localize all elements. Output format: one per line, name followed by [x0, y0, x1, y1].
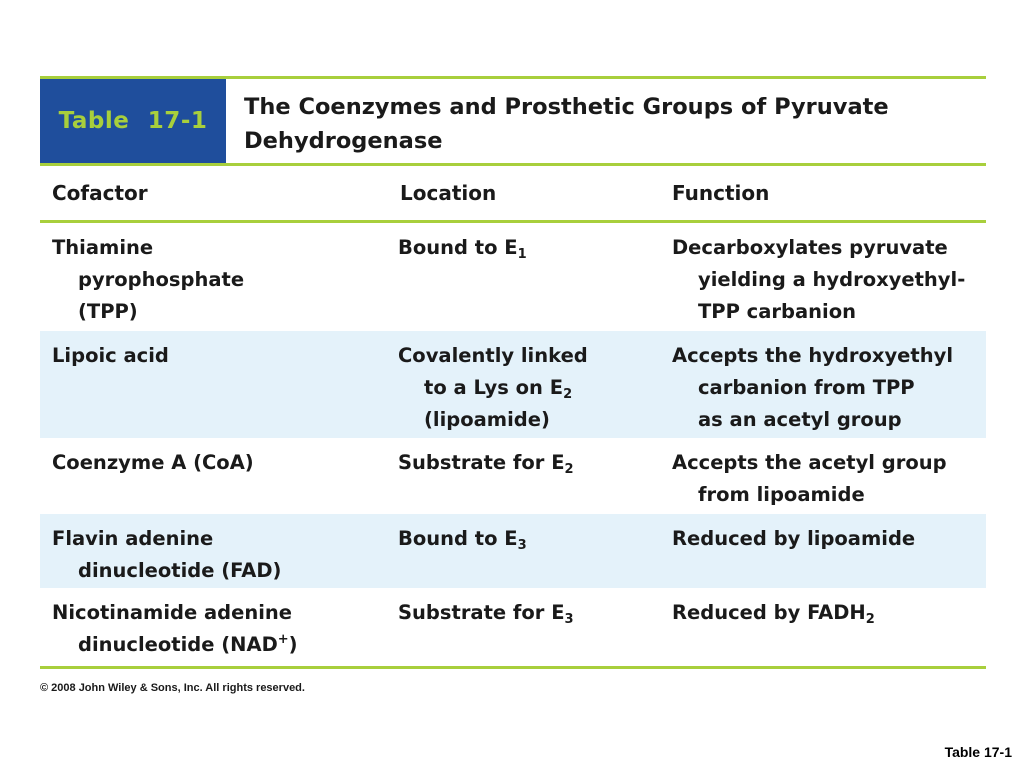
- location-line: [398, 597, 660, 629]
- table-row: [40, 331, 986, 438]
- function-line: carbanion from TPP: [698, 376, 915, 399]
- table-row: [40, 223, 986, 331]
- location-cell: [386, 331, 660, 438]
- location-cell: [386, 223, 660, 331]
- column-header-cofactor: Cofactor: [52, 181, 148, 205]
- cofactor-line: pyrophosphate: [78, 268, 245, 291]
- function-line: Accepts the acetyl group: [672, 451, 947, 474]
- location-text: Substrate for E: [398, 601, 565, 624]
- cofactor-cell: [40, 514, 386, 588]
- superscript: +: [277, 632, 289, 647]
- subscript: 1: [517, 247, 527, 262]
- cofactor-line: [52, 629, 386, 661]
- cofactor-line: (TPP): [78, 300, 138, 323]
- column-headers: [40, 166, 986, 220]
- function-line: yielding a hydroxyethyl-: [698, 268, 966, 291]
- subscript: 3: [517, 538, 527, 553]
- function-line: as an acetyl group: [698, 408, 902, 431]
- table-row: [40, 588, 986, 666]
- location-cell: [386, 514, 660, 588]
- location-text: Bound to E: [398, 236, 518, 259]
- table-row: [40, 514, 986, 588]
- column-header-function: Function: [672, 181, 770, 205]
- cofactor-text-end: ): [288, 633, 298, 656]
- function-line: from lipoamide: [698, 483, 865, 506]
- subscript: 2: [564, 462, 574, 477]
- location-text: to a Lys on E: [424, 376, 564, 399]
- location-text: Covalently linked: [398, 344, 588, 367]
- cofactor-cell: [40, 223, 386, 331]
- cofactor-line: Coenzyme A (CoA): [52, 451, 254, 474]
- column-header-location: Location: [400, 181, 497, 205]
- cofactor-line: Nicotinamide adenine: [52, 601, 292, 624]
- location-line: [398, 404, 660, 436]
- bottom-rule: [40, 666, 986, 669]
- location-text: (lipoamide): [424, 408, 550, 431]
- cofactor-cell: [40, 331, 386, 438]
- location-line: [398, 372, 660, 404]
- cofactor-cell: [40, 588, 386, 666]
- cofactor-line: Flavin adenine: [52, 527, 214, 550]
- function-cell: [660, 588, 986, 666]
- copyright-notice: © 2008 John Wiley & Sons, Inc. All rights reserved.: [40, 682, 305, 694]
- function-line: [672, 597, 986, 629]
- cofactor-line: Lipoic acid: [52, 344, 169, 367]
- function-line: Reduced by lipoamide: [672, 527, 916, 550]
- location-text: Substrate for E: [398, 451, 565, 474]
- table-title-line-2: Dehydrogenase: [244, 128, 443, 154]
- subscript: 3: [564, 612, 574, 627]
- function-text: Reduced by FADH: [672, 601, 866, 624]
- function-cell: [660, 438, 986, 514]
- function-line: Decarboxylates pyruvate: [672, 236, 948, 259]
- location-text: Bound to E: [398, 527, 518, 550]
- location-line: [398, 340, 660, 372]
- function-cell: [660, 223, 986, 331]
- cofactor-line: Thiamine: [52, 236, 154, 259]
- location-cell: [386, 588, 660, 666]
- cofactor-cell: [40, 438, 386, 514]
- cofactor-line: dinucleotide (FAD): [78, 559, 282, 582]
- location-cell: [386, 438, 660, 514]
- location-line: [398, 232, 660, 264]
- table-header: [40, 79, 986, 163]
- table-title-line-1: The Coenzymes and Prosthetic Groups of Pyruvate: [244, 94, 889, 120]
- location-line: [398, 523, 660, 555]
- subscript: 2: [563, 387, 573, 402]
- coenzyme-table: [40, 76, 986, 669]
- location-line: [398, 447, 660, 479]
- function-cell: [660, 514, 986, 588]
- function-line: Accepts the hydroxyethyl: [672, 344, 954, 367]
- slide-label: Table 17-1: [944, 744, 1012, 760]
- table-number-tag: Table 17-1: [40, 79, 226, 163]
- function-cell: [660, 331, 986, 438]
- function-line: TPP carbanion: [698, 300, 856, 323]
- subscript: 2: [865, 612, 875, 627]
- cofactor-text: dinucleotide (NAD: [78, 633, 278, 656]
- table-row: [40, 438, 986, 514]
- table-title: [226, 79, 986, 163]
